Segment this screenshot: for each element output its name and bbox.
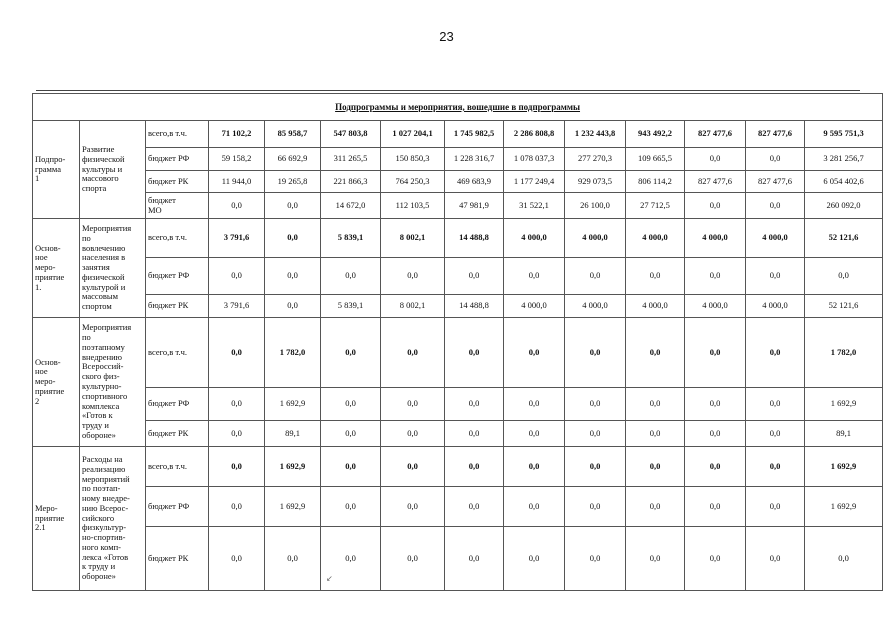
table-row <box>33 388 883 421</box>
amount-cell: 929 073,5 <box>565 171 626 193</box>
amount-cell: 3 281 256,7 <box>805 148 883 171</box>
amount-cell: 52 121,6 <box>805 295 883 318</box>
amount-cell: 0,0 <box>746 421 805 447</box>
section-name: Меро- приятие 2.1 <box>33 447 80 591</box>
amount-cell: 0,0 <box>321 421 381 447</box>
amount-cell: 0,0 <box>504 487 565 527</box>
amount-cell: 1 692,9 <box>265 447 321 487</box>
amount-cell: 0,0 <box>445 487 504 527</box>
table-row <box>33 219 883 258</box>
table-row <box>33 421 883 447</box>
amount-cell: 0,0 <box>504 447 565 487</box>
amount-cell: 0,0 <box>746 527 805 591</box>
amount-cell: 89,1 <box>805 421 883 447</box>
amount-cell: 0,0 <box>504 527 565 591</box>
amount-cell: 27 712,5 <box>626 193 685 219</box>
amount-cell: 0,0 <box>685 193 746 219</box>
amount-cell: 0,0 <box>746 258 805 295</box>
amount-cell: 0,0 <box>209 388 265 421</box>
amount-cell: 0,0 <box>626 421 685 447</box>
amount-cell: 1 692,9 <box>805 487 883 527</box>
amount-cell: 0,0 <box>321 447 381 487</box>
amount-cell: 1 177 249,4 <box>504 171 565 193</box>
amount-cell: 0,0 <box>746 388 805 421</box>
amount-cell: 469 683,9 <box>445 171 504 193</box>
amount-cell: 0,0 <box>746 487 805 527</box>
amount-cell: 14 488,8 <box>445 219 504 258</box>
amount-cell: 0,0 <box>805 527 883 591</box>
amount-cell: 0,0 <box>746 318 805 388</box>
section-description: Расходы на реализацию мероприятий по поэтап- ному внедре- нию Всерос- сийского физкультур- но-спортив- ного комп- лекса «Готов к труду и обороне» <box>80 447 146 591</box>
amount-cell: 5 839,1 <box>321 295 381 318</box>
amount-cell: 0,0 <box>381 388 445 421</box>
amount-cell: 0,0 <box>805 258 883 295</box>
scan-mark: ↙ <box>326 574 333 583</box>
amount-cell: 1 692,9 <box>805 388 883 421</box>
amount-cell: 14 672,0 <box>321 193 381 219</box>
amount-cell: 4 000,0 <box>626 219 685 258</box>
amount-cell: 19 265,8 <box>265 171 321 193</box>
amount-cell: 6 054 402,6 <box>805 171 883 193</box>
amount-cell: 150 850,3 <box>381 148 445 171</box>
funding-source: всего,в т.ч. <box>146 318 209 388</box>
amount-cell: 11 944,0 <box>209 171 265 193</box>
funding-source: бюджет РФ <box>146 148 209 171</box>
amount-cell: 0,0 <box>504 421 565 447</box>
amount-cell: 5 839,1 <box>321 219 381 258</box>
amount-cell: 9 595 751,3 <box>805 121 883 148</box>
amount-cell: 0,0 <box>209 193 265 219</box>
table-row <box>33 258 883 295</box>
amount-cell: 0,0 <box>685 258 746 295</box>
amount-cell: 0,0 <box>626 527 685 591</box>
amount-cell: 0,0 <box>565 258 626 295</box>
amount-cell: 59 158,2 <box>209 148 265 171</box>
funding-source: бюджет РФ <box>146 388 209 421</box>
amount-cell: 0,0 <box>265 295 321 318</box>
amount-cell: 0,0 <box>265 219 321 258</box>
funding-source: бюджет РК <box>146 527 209 591</box>
table-row <box>33 171 883 193</box>
funding-source: бюджет РК <box>146 421 209 447</box>
amount-cell: 827 477,6 <box>746 171 805 193</box>
amount-cell: 0,0 <box>685 318 746 388</box>
amount-cell: 0,0 <box>209 421 265 447</box>
amount-cell: 4 000,0 <box>746 295 805 318</box>
amount-cell: 4 000,0 <box>504 219 565 258</box>
amount-cell: 0,0 <box>685 148 746 171</box>
table-header-row <box>33 94 883 121</box>
amount-cell: 1 692,9 <box>265 487 321 527</box>
amount-cell: 943 492,2 <box>626 121 685 148</box>
section-name: Основ- ное меро- приятие 2 <box>33 318 80 447</box>
table-row <box>33 527 883 591</box>
amount-cell: 0,0 <box>565 421 626 447</box>
section-description: Развитие физической культуры и массового спорта <box>80 121 146 219</box>
budget-table <box>32 93 883 591</box>
amount-cell: 26 100,0 <box>565 193 626 219</box>
funding-source: всего,в т.ч. <box>146 121 209 148</box>
amount-cell: 85 958,7 <box>265 121 321 148</box>
amount-cell: 0,0 <box>321 388 381 421</box>
table-row <box>33 193 883 219</box>
amount-cell: 0,0 <box>209 447 265 487</box>
amount-cell: 0,0 <box>381 258 445 295</box>
amount-cell: 8 002,1 <box>381 295 445 318</box>
amount-cell: 4 000,0 <box>685 295 746 318</box>
amount-cell: 0,0 <box>321 258 381 295</box>
section-description: Мероприятия по вовлечению населения в занятия физической культурой и массовым спортом <box>80 219 146 318</box>
amount-cell: 1 782,0 <box>265 318 321 388</box>
amount-cell: 14 488,8 <box>445 295 504 318</box>
amount-cell: 827 477,6 <box>746 121 805 148</box>
amount-cell: 3 791,6 <box>209 295 265 318</box>
top-rule <box>36 90 860 91</box>
amount-cell: 8 002,1 <box>381 219 445 258</box>
amount-cell: 4 000,0 <box>504 295 565 318</box>
amount-cell: 4 000,0 <box>565 295 626 318</box>
amount-cell: 0,0 <box>381 421 445 447</box>
amount-cell: 4 000,0 <box>746 219 805 258</box>
amount-cell: 311 265,5 <box>321 148 381 171</box>
table-row <box>33 487 883 527</box>
amount-cell: 52 121,6 <box>805 219 883 258</box>
amount-cell: 0,0 <box>265 193 321 219</box>
amount-cell: 0,0 <box>626 388 685 421</box>
amount-cell: 66 692,9 <box>265 148 321 171</box>
funding-source: всего,в т.ч. <box>146 447 209 487</box>
amount-cell: 0,0 <box>626 447 685 487</box>
amount-cell: 0,0 <box>209 527 265 591</box>
amount-cell: 2 286 808,8 <box>504 121 565 148</box>
amount-cell: 0,0 <box>209 258 265 295</box>
amount-cell: 0,0 <box>445 421 504 447</box>
amount-cell: 0,0 <box>746 193 805 219</box>
amount-cell: 0,0 <box>565 447 626 487</box>
amount-cell: 827 477,6 <box>685 171 746 193</box>
amount-cell: 0,0 <box>445 388 504 421</box>
amount-cell: 0,0 <box>565 487 626 527</box>
amount-cell: 0,0 <box>504 318 565 388</box>
amount-cell: 0,0 <box>565 318 626 388</box>
table-header: Подпрограммы и мероприятия, вошедшие в подпрограммы <box>33 94 883 121</box>
amount-cell: 31 522,1 <box>504 193 565 219</box>
amount-cell: 0,0 <box>626 258 685 295</box>
table-row <box>33 148 883 171</box>
section-name: Основ- ное меро- приятие 1. <box>33 219 80 318</box>
table-row <box>33 447 883 487</box>
amount-cell: 47 981,9 <box>445 193 504 219</box>
amount-cell: 260 092,0 <box>805 193 883 219</box>
page-number: 23 <box>439 29 454 44</box>
amount-cell: 0,0 <box>445 318 504 388</box>
funding-source: бюджет РФ <box>146 258 209 295</box>
amount-cell: 1 782,0 <box>805 318 883 388</box>
amount-cell: 0,0 <box>265 527 321 591</box>
amount-cell: 1 027 204,1 <box>381 121 445 148</box>
amount-cell: 0,0 <box>445 258 504 295</box>
table-row <box>33 318 883 388</box>
amount-cell: 4 000,0 <box>626 295 685 318</box>
amount-cell: 547 803,8 <box>321 121 381 148</box>
amount-cell: 0,0 <box>321 527 381 591</box>
funding-source: всего,в т.ч. <box>146 219 209 258</box>
amount-cell: 0,0 <box>381 447 445 487</box>
amount-cell: 0,0 <box>685 527 746 591</box>
amount-cell: 112 103,5 <box>381 193 445 219</box>
amount-cell: 1 078 037,3 <box>504 148 565 171</box>
funding-source: бюджет РФ <box>146 487 209 527</box>
amount-cell: 0,0 <box>685 447 746 487</box>
amount-cell: 1 692,9 <box>805 447 883 487</box>
amount-cell: 221 866,3 <box>321 171 381 193</box>
amount-cell: 0,0 <box>504 258 565 295</box>
amount-cell: 1 745 982,5 <box>445 121 504 148</box>
amount-cell: 0,0 <box>445 447 504 487</box>
amount-cell: 109 665,5 <box>626 148 685 171</box>
amount-cell: 0,0 <box>381 318 445 388</box>
amount-cell: 1 228 316,7 <box>445 148 504 171</box>
table-row <box>33 121 883 148</box>
amount-cell: 0,0 <box>381 487 445 527</box>
amount-cell: 827 477,6 <box>685 121 746 148</box>
amount-cell: 0,0 <box>265 258 321 295</box>
amount-cell: 0,0 <box>565 388 626 421</box>
amount-cell: 277 270,3 <box>565 148 626 171</box>
funding-source: бюджет РК <box>146 295 209 318</box>
amount-cell: 71 102,2 <box>209 121 265 148</box>
amount-cell: 806 114,2 <box>626 171 685 193</box>
amount-cell: 1 232 443,8 <box>565 121 626 148</box>
amount-cell: 0,0 <box>685 388 746 421</box>
section-description: Мероприятия по поэтапному внедрению Всероссий- ского физ- культурно- спортивного комплекса «Готов к труду и обороне» <box>80 318 146 447</box>
amount-cell: 0,0 <box>626 318 685 388</box>
amount-cell: 0,0 <box>626 487 685 527</box>
funding-source: бюджет МО <box>146 193 209 219</box>
amount-cell: 0,0 <box>209 487 265 527</box>
amount-cell: 0,0 <box>565 527 626 591</box>
amount-cell: 1 692,9 <box>265 388 321 421</box>
amount-cell: 3 791,6 <box>209 219 265 258</box>
amount-cell: 0,0 <box>746 447 805 487</box>
amount-cell: 4 000,0 <box>565 219 626 258</box>
amount-cell: 0,0 <box>504 388 565 421</box>
amount-cell: 4 000,0 <box>685 219 746 258</box>
amount-cell: 0,0 <box>746 148 805 171</box>
section-name: Подпро- грамма 1 <box>33 121 80 219</box>
amount-cell: 0,0 <box>445 527 504 591</box>
amount-cell: 0,0 <box>321 318 381 388</box>
amount-cell: 89,1 <box>265 421 321 447</box>
amount-cell: 0,0 <box>381 527 445 591</box>
amount-cell: 0,0 <box>209 318 265 388</box>
amount-cell: 0,0 <box>321 487 381 527</box>
amount-cell: 0,0 <box>685 487 746 527</box>
amount-cell: 764 250,3 <box>381 171 445 193</box>
amount-cell: 0,0 <box>685 421 746 447</box>
funding-source: бюджет РК <box>146 171 209 193</box>
table-row <box>33 295 883 318</box>
